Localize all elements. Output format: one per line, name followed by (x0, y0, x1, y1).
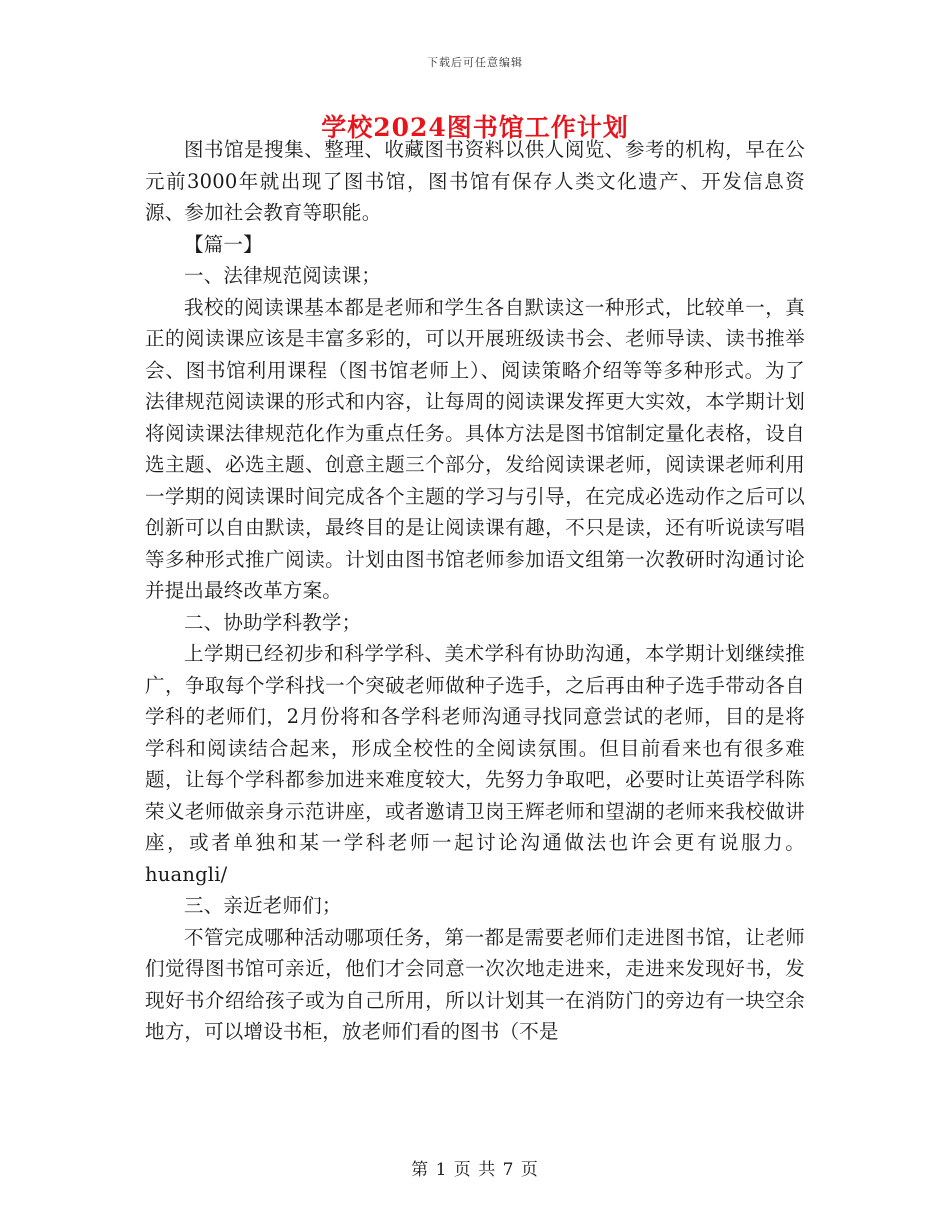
heading-1: 一、法律规范阅读课； (184, 264, 382, 287)
paragraph-teachers: 不管完成哪种活动哪项任务，第一都是需要老师们走进图书馆，让老师们觉得图书馆可亲近，他们才会同意一次次地走进来，走进来发现好书，发现好书介绍给孩子或为自己所用，所以计划其一在消防门的旁边有一块空余地方，可以增设书柜，放老师们看的图书（不是 (145, 925, 805, 1043)
paragraph-reading-class: 我校的阅读课基本都是老师和学生各自默读这一种形式，比较单一，真正的阅读课应该是丰富多彩的，可以开展班级读书会、老师导读、读书推举会、图书馆利用课程（图书馆老师上）、阅读策略介绍等等多种形式。为了法律规范阅读课的形式和内容，让每周的阅读课发挥更大实效，本学期计划将阅读课法律规范化作为重点任务。具体方法是图书馆制定量化表格，设自选主题、必选主题、创意主题三个部分，发给阅读课老师，阅读课老师利用一学期的阅读课时间完成各个主题的学习与引导，在完成必选动作之后可以创新可以自由默读，最终目的是让阅读课有趣，不只是读，还有听说读写唱等多种形式推广阅读。计划由图书馆老师参加语文组第一次教研时沟通讨论并提出最终改革方案。 (145, 295, 805, 602)
heading-2: 二、协助学科教学； (184, 610, 362, 634)
intro-paragraph: 图书馆是搜集、整理、收藏图书资料以供人阅览、参考的机构，早在公元前3000年就出现了图书馆，图书馆有保存人类文化遗产、开发信息资源、参加社会教育等职能。 (145, 138, 805, 224)
document-body (145, 134, 805, 1048)
section-marker: 【篇一】 (184, 232, 263, 256)
paragraph-subject-teaching: 上学期已经初步和科学学科、美术学科有协助沟通，本学期计划继续推广，争取每个学科找一个突破老师做种子选手，之后再由种子选手带动各自学科的老师们，2月份将和各学科老师沟通寻找同意尝试的老师，目的是将学科和阅读结合起来，形成全校性的全阅读氛围。但目前看来也有很多难题，让每个学科都参加进来难度较大，先努力争取吧，必要时让英语学科陈荣义老师做亲身示范讲座，或者邀请卫岗王辉老师和望湖的老师来我校做讲座，或者单独和某一学科老师一起讨论沟通做法也许会更有说服力。huangli/ (145, 642, 805, 886)
heading-3: 三、亲近老师们； (184, 894, 342, 917)
page-number: 第 1 页 共 7 页 (411, 1160, 539, 1180)
document-title: 学校2024图书馆工作计划 (321, 113, 629, 142)
page-header-note: 下载后可任意编辑 (427, 56, 523, 69)
